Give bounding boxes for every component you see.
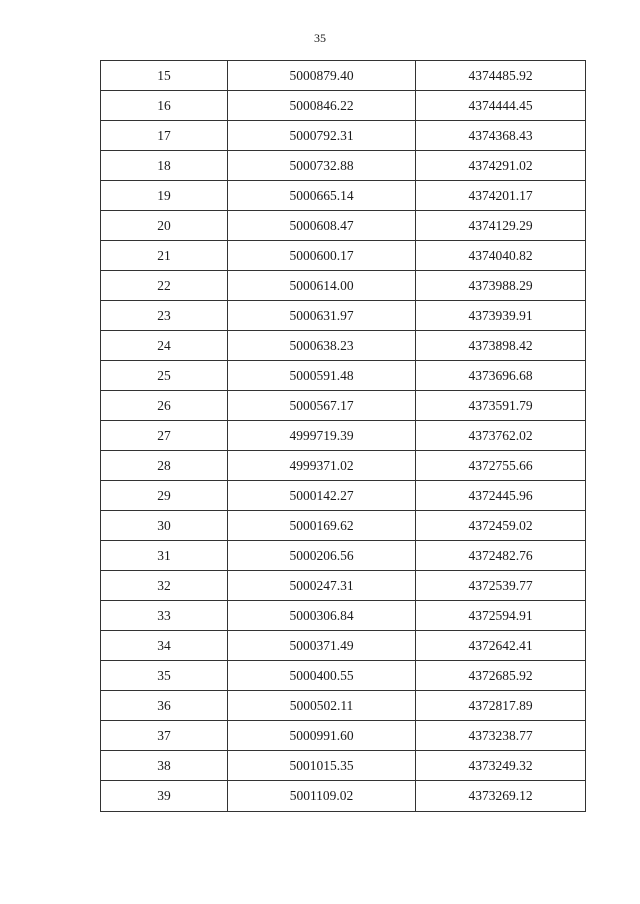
x-coordinate-cell: 5000792.31 bbox=[228, 121, 416, 151]
y-coordinate-cell: 4374201.17 bbox=[416, 181, 586, 211]
point-number-cell: 38 bbox=[101, 751, 228, 781]
table-row bbox=[101, 241, 586, 271]
point-number-cell: 23 bbox=[101, 301, 228, 331]
y-coordinate-cell: 4373762.02 bbox=[416, 421, 586, 451]
y-coordinate-cell: 4372445.96 bbox=[416, 481, 586, 511]
point-number-cell: 25 bbox=[101, 361, 228, 391]
y-coordinate-cell: 4374368.43 bbox=[416, 121, 586, 151]
table-row bbox=[101, 61, 586, 91]
table-row bbox=[101, 601, 586, 631]
point-number-cell: 31 bbox=[101, 541, 228, 571]
y-coordinate-cell: 4374291.02 bbox=[416, 151, 586, 181]
x-coordinate-cell: 5000614.00 bbox=[228, 271, 416, 301]
y-coordinate-cell: 4372539.77 bbox=[416, 571, 586, 601]
y-coordinate-cell: 4373939.91 bbox=[416, 301, 586, 331]
table-row bbox=[101, 721, 586, 751]
coordinates-table bbox=[100, 60, 586, 812]
table-row bbox=[101, 511, 586, 541]
x-coordinate-cell: 4999719.39 bbox=[228, 421, 416, 451]
table-row bbox=[101, 781, 586, 812]
point-number-cell: 21 bbox=[101, 241, 228, 271]
point-number-cell: 22 bbox=[101, 271, 228, 301]
x-coordinate-cell: 5000206.56 bbox=[228, 541, 416, 571]
y-coordinate-cell: 4374444.45 bbox=[416, 91, 586, 121]
y-coordinate-cell: 4372755.66 bbox=[416, 451, 586, 481]
point-number-cell: 36 bbox=[101, 691, 228, 721]
x-coordinate-cell: 5000371.49 bbox=[228, 631, 416, 661]
x-coordinate-cell: 5000306.84 bbox=[228, 601, 416, 631]
x-coordinate-cell: 5000502.11 bbox=[228, 691, 416, 721]
table-row bbox=[101, 181, 586, 211]
point-number-cell: 24 bbox=[101, 331, 228, 361]
point-number-cell: 39 bbox=[101, 781, 228, 812]
y-coordinate-cell: 4374129.29 bbox=[416, 211, 586, 241]
x-coordinate-cell: 5000879.40 bbox=[228, 61, 416, 91]
point-number-cell: 33 bbox=[101, 601, 228, 631]
point-number-cell: 28 bbox=[101, 451, 228, 481]
x-coordinate-cell: 5000567.17 bbox=[228, 391, 416, 421]
y-coordinate-cell: 4374485.92 bbox=[416, 61, 586, 91]
table-row bbox=[101, 451, 586, 481]
point-number-cell: 32 bbox=[101, 571, 228, 601]
point-number-cell: 18 bbox=[101, 151, 228, 181]
table-row bbox=[101, 301, 586, 331]
table-row bbox=[101, 421, 586, 451]
point-number-cell: 34 bbox=[101, 631, 228, 661]
x-coordinate-cell: 5000142.27 bbox=[228, 481, 416, 511]
x-coordinate-cell: 5000169.62 bbox=[228, 511, 416, 541]
y-coordinate-cell: 4373898.42 bbox=[416, 331, 586, 361]
point-number-cell: 30 bbox=[101, 511, 228, 541]
table-row bbox=[101, 691, 586, 721]
y-coordinate-cell: 4373238.77 bbox=[416, 721, 586, 751]
y-coordinate-cell: 4373249.32 bbox=[416, 751, 586, 781]
y-coordinate-cell: 4372642.41 bbox=[416, 631, 586, 661]
table-row bbox=[101, 571, 586, 601]
y-coordinate-cell: 4372594.91 bbox=[416, 601, 586, 631]
point-number-cell: 16 bbox=[101, 91, 228, 121]
page-number: 35 bbox=[314, 31, 326, 45]
table-row bbox=[101, 91, 586, 121]
point-number-cell: 26 bbox=[101, 391, 228, 421]
y-coordinate-cell: 4373988.29 bbox=[416, 271, 586, 301]
x-coordinate-cell: 4999371.02 bbox=[228, 451, 416, 481]
coordinates-table-body bbox=[101, 61, 586, 812]
table-row bbox=[101, 121, 586, 151]
point-number-cell: 35 bbox=[101, 661, 228, 691]
table-row bbox=[101, 271, 586, 301]
point-number-cell: 19 bbox=[101, 181, 228, 211]
y-coordinate-cell: 4372482.76 bbox=[416, 541, 586, 571]
x-coordinate-cell: 5001015.35 bbox=[228, 751, 416, 781]
table-row bbox=[101, 751, 586, 781]
table-row bbox=[101, 631, 586, 661]
x-coordinate-cell: 5000247.31 bbox=[228, 571, 416, 601]
x-coordinate-cell: 5001109.02 bbox=[228, 781, 416, 812]
table-row bbox=[101, 541, 586, 571]
x-coordinate-cell: 5000631.97 bbox=[228, 301, 416, 331]
y-coordinate-cell: 4372459.02 bbox=[416, 511, 586, 541]
point-number-cell: 15 bbox=[101, 61, 228, 91]
table-row bbox=[101, 331, 586, 361]
point-number-cell: 27 bbox=[101, 421, 228, 451]
point-number-cell: 29 bbox=[101, 481, 228, 511]
point-number-cell: 20 bbox=[101, 211, 228, 241]
x-coordinate-cell: 5000608.47 bbox=[228, 211, 416, 241]
x-coordinate-cell: 5000732.88 bbox=[228, 151, 416, 181]
y-coordinate-cell: 4372817.89 bbox=[416, 691, 586, 721]
x-coordinate-cell: 5000400.55 bbox=[228, 661, 416, 691]
table-row bbox=[101, 151, 586, 181]
table-row bbox=[101, 211, 586, 241]
y-coordinate-cell: 4373591.79 bbox=[416, 391, 586, 421]
table-row bbox=[101, 481, 586, 511]
x-coordinate-cell: 5000665.14 bbox=[228, 181, 416, 211]
y-coordinate-cell: 4373696.68 bbox=[416, 361, 586, 391]
x-coordinate-cell: 5000846.22 bbox=[228, 91, 416, 121]
y-coordinate-cell: 4373269.12 bbox=[416, 781, 586, 812]
table-row bbox=[101, 661, 586, 691]
x-coordinate-cell: 5000991.60 bbox=[228, 721, 416, 751]
x-coordinate-cell: 5000591.48 bbox=[228, 361, 416, 391]
table-row bbox=[101, 391, 586, 421]
point-number-cell: 17 bbox=[101, 121, 228, 151]
y-coordinate-cell: 4372685.92 bbox=[416, 661, 586, 691]
x-coordinate-cell: 5000638.23 bbox=[228, 331, 416, 361]
table-row bbox=[101, 361, 586, 391]
y-coordinate-cell: 4374040.82 bbox=[416, 241, 586, 271]
point-number-cell: 37 bbox=[101, 721, 228, 751]
x-coordinate-cell: 5000600.17 bbox=[228, 241, 416, 271]
